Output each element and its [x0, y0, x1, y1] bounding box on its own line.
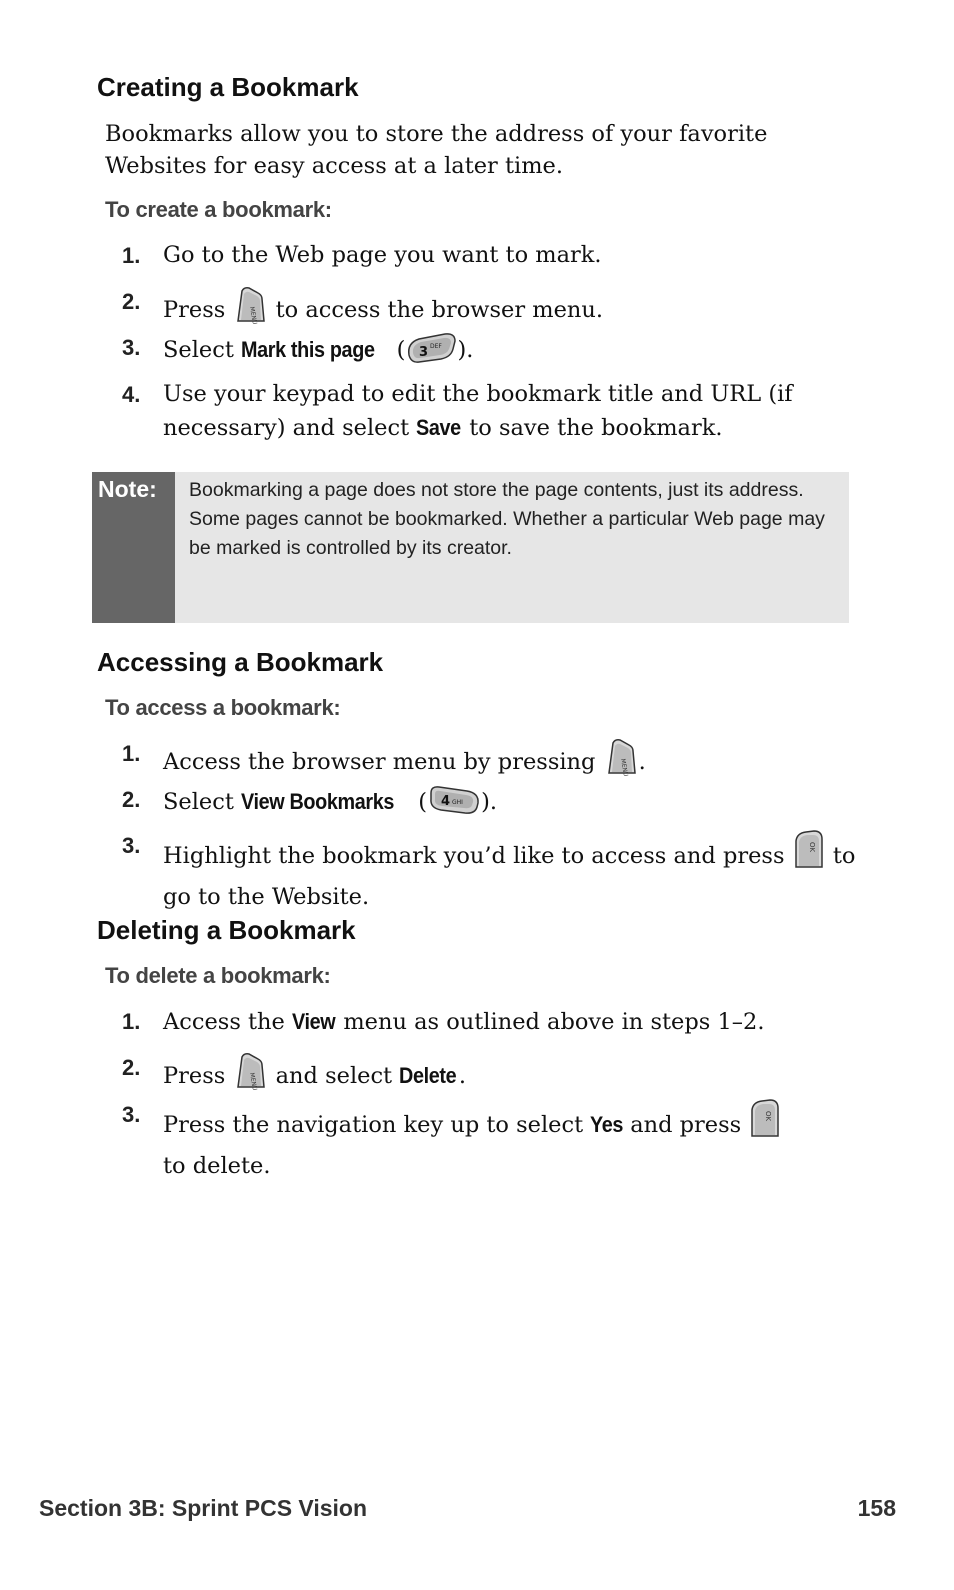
footer-section-title: Section 3B: Sprint PCS Vision	[39, 1495, 368, 1521]
step-text-part: Press	[163, 297, 226, 323]
step-number: 2.	[122, 787, 141, 812]
step-number: 1.	[122, 243, 141, 268]
step-text-part: menu as outlined above in steps 1–2.	[343, 1009, 765, 1035]
page-number: 158	[857, 1495, 896, 1521]
step-text	[163, 737, 867, 787]
step-number: 1.	[122, 741, 141, 766]
menu-key-icon	[232, 285, 268, 335]
svg-text:4: 4	[441, 794, 451, 809]
yes-option: Yes	[590, 1112, 624, 1137]
create-step-1	[122, 239, 867, 272]
ok-key-icon	[748, 1098, 782, 1150]
delete-option: Delete	[399, 1063, 457, 1088]
create-bookmark-subheading: To create a bookmark:	[105, 197, 332, 222]
creating-bookmark-heading: Creating a Bookmark	[97, 72, 359, 102]
step-text-part: Press the navigation key up to select	[163, 1112, 584, 1138]
svg-text:3: 3	[419, 345, 429, 360]
delete-bookmark-subheading: To delete a bookmark:	[105, 963, 331, 988]
step-text	[163, 1005, 867, 1039]
save-option: Save	[416, 415, 462, 440]
step-text: Go to the Web page you want to mark.	[163, 242, 602, 268]
access-step-1	[122, 737, 867, 787]
step-text-part: to delete.	[163, 1153, 271, 1179]
svg-text:GHI: GHI	[452, 799, 463, 806]
step-text-part: Use your keypad to edit the bookmark title and URL (if necessary) and select	[163, 381, 793, 441]
note-box	[92, 472, 849, 623]
ok-key-icon	[792, 829, 826, 881]
step-text-part: ).	[457, 337, 474, 363]
access-step-2	[122, 783, 867, 827]
view-bookmarks-option: View Bookmarks	[241, 789, 395, 814]
step-text	[163, 285, 867, 335]
svg-text:MENU: MENU	[248, 306, 259, 325]
key-4-ghi-icon	[427, 783, 481, 827]
step-text-part: to go to the Website.	[163, 843, 856, 910]
step-text-part: Press	[163, 1063, 226, 1089]
step-text-part: to access the browser menu.	[275, 297, 604, 323]
note-line-1: Bookmarking a page does not store the page contents, just its address.	[189, 479, 804, 501]
svg-text:MENU: MENU	[248, 1072, 259, 1091]
svg-text:OK: OK	[807, 842, 816, 853]
step-text	[163, 783, 867, 827]
view-menu-option: View	[292, 1009, 336, 1034]
step-text	[163, 378, 867, 445]
deleting-bookmark-heading: Deleting a Bookmark	[97, 915, 356, 945]
step-text	[163, 829, 867, 914]
note-label: Note:	[98, 476, 157, 502]
note-text	[189, 476, 839, 563]
note-line-2: Some pages cannot be bookmarked. Whether a particular Web page may be marked is controlled by its creator.	[189, 508, 825, 559]
create-step-2	[122, 285, 867, 335]
step-number: 2.	[122, 289, 141, 314]
step-text-part: ).	[481, 789, 497, 815]
svg-text:MENU: MENU	[618, 758, 629, 777]
step-text-part: Select	[163, 789, 234, 815]
svg-text:DEF: DEF	[430, 343, 443, 350]
step-text-part: to save the bookmark.	[469, 415, 723, 441]
step-text	[163, 331, 867, 375]
creating-intro: Bookmarks allow you to store the address of your favorite Websites for easy access at a later time.	[105, 121, 768, 179]
step-text-part: (	[418, 789, 428, 815]
key-3-def-icon	[405, 331, 457, 375]
step-number: 3.	[122, 1102, 141, 1127]
delete-step-1	[122, 1005, 867, 1039]
accessing-bookmark-heading: Accessing a Bookmark	[97, 647, 384, 677]
mark-this-page-option: Mark this page	[241, 337, 375, 362]
menu-key-icon	[603, 737, 639, 787]
note-label-box	[92, 472, 175, 623]
step-number: 3.	[122, 335, 141, 360]
step-text-part: Access the	[163, 1009, 285, 1035]
delete-step-2	[122, 1051, 867, 1101]
step-text-part: and select	[275, 1063, 393, 1089]
step-text-part: Access the browser menu by pressing	[163, 749, 596, 775]
access-step-3	[122, 829, 867, 914]
step-text-part: .	[458, 1063, 467, 1089]
create-step-4	[122, 378, 867, 445]
step-text-part: Highlight the bookmark you’d like to access and press	[163, 843, 785, 869]
access-bookmark-subheading: To access a bookmark:	[105, 695, 341, 720]
delete-step-3	[122, 1098, 867, 1183]
step-number: 4.	[122, 382, 141, 407]
step-number: 1.	[122, 1009, 141, 1034]
step-text-part: and press	[630, 1112, 742, 1138]
step-text	[163, 1051, 867, 1101]
step-text	[163, 1098, 867, 1183]
create-step-3	[122, 331, 867, 375]
menu-key-icon	[232, 1051, 268, 1101]
step-text-part: .	[638, 749, 646, 775]
step-number: 3.	[122, 833, 141, 858]
step-number: 2.	[122, 1055, 141, 1080]
svg-text:OK: OK	[764, 1111, 773, 1122]
step-text-part: (	[396, 337, 406, 363]
step-text-part: Select	[163, 337, 234, 363]
